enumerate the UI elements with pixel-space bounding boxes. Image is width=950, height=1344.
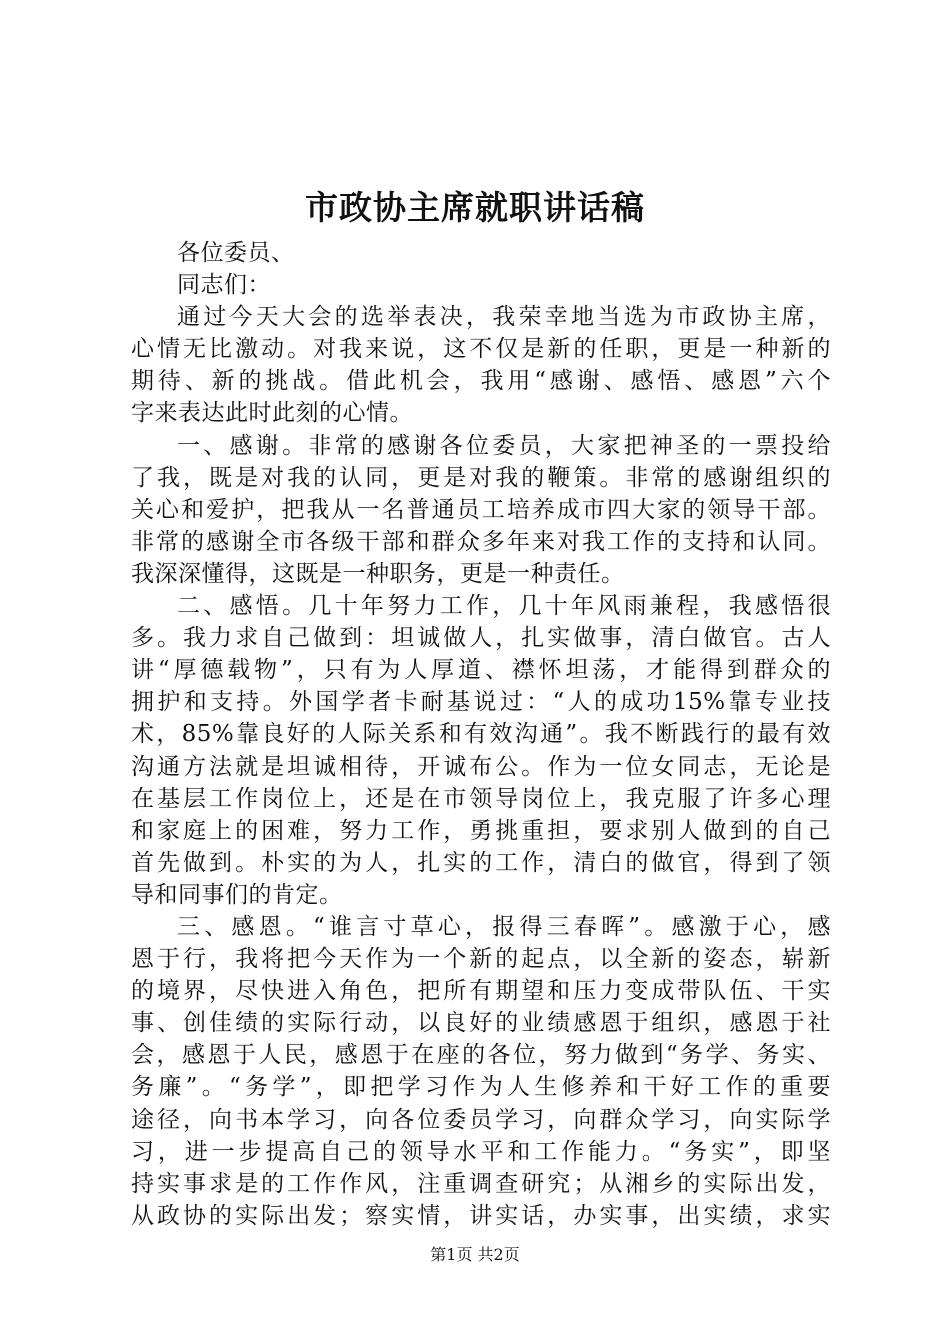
text-line: 讲“厚德载物”，只有为人厚道、襟怀坦荡，才能得到群众的 [131,657,831,684]
text-line: 二、感悟。几十年努力工作，几十年风雨兼程，我感悟很 [177,593,831,620]
text-line: 在基层工作岗位上，还是在市领导岗位上，我克服了许多心理 [131,785,831,812]
text-line: 的境界，尽快进入角色，把所有期望和压力变成带队伍、干实 [131,978,831,1005]
text-line: 拥护和支持。外国学者卡耐基说过：“人的成功15%靠专业技 [131,689,831,716]
document-body [131,237,831,1232]
text-line: 关心和爱护，把我从一名普通员工培养成市四大家的领导干部。 [131,496,831,523]
text-line: 一、感谢。非常的感谢各位委员，大家把神圣的一票投给 [177,432,831,459]
text-line: 沟通方法就是坦诚相待，开诚布公。作为一位女同志，无论是 [131,753,831,780]
text-line: 各位委员、 [177,240,295,266]
text-line: 首先做到。朴实的为人，扎实的工作，清白的做官，得到了领 [131,849,831,876]
text-line: 导和同事们的肯定。 [131,881,343,908]
text-line: 非常的感谢全市各级干部和群众多年来对我工作的支持和认同。 [131,528,831,555]
text-line: 了我，既是对我的认同，更是对我的鞭策。非常的感谢组织的 [131,464,831,491]
text-line: 心情无比激动。对我来说，这不仅是新的任职，更是一种新的 [131,336,831,363]
text-line: 途径，向书本学习，向各位委员学习，向群众学习，向实际学 [131,1106,831,1133]
text-line: 多。我力求自己做到：坦诚做人，扎实做事，清白做官。古人 [131,625,831,652]
page-footer: 第1页 共2页 [430,1245,520,1264]
text-line: 我深深懂得，这既是一种职务，更是一种责任。 [131,560,625,587]
text-line: 持实事求是的工作作风，注重调查研究；从湘乡的实际出发， [131,1170,831,1197]
text-line: 同志们： [177,272,271,299]
text-line: 习，进一步提高自己的领导水平和工作能力。“务实”，即坚 [131,1138,831,1165]
text-line: 期待、新的挑战。借此机会，我用“感谢、感悟、感恩”六个 [131,368,831,395]
text-line: 通过今天大会的选举表决，我荣幸地当选为市政协主席， [177,304,831,331]
text-line: 务廉”。“务学”，即把学习作为人生修养和干好工作的重要 [131,1074,831,1101]
text-line: 会，感恩于人民，感恩于在座的各位，努力做到“务学、务实、 [131,1042,831,1069]
document-title: 市政协主席就职讲话稿 [305,188,645,227]
text-line: 事、创佳绩的实际行动，以良好的业绩感恩于组织，感恩于社 [131,1010,831,1037]
text-line: 恩于行，我将把今天作为一个新的起点，以全新的姿态，崭新 [131,946,831,973]
text-line: 术，85%靠良好的人际关系和有效沟通”。我不断践行的最有效 [131,721,831,748]
text-line: 字来表达此时此刻的心情。 [131,400,413,427]
text-line: 从政协的实际出发；察实情，讲实话，办实事，出实绩，求实 [131,1202,831,1229]
text-line: 三、感恩。“谁言寸草心，报得三春晖”。感激于心，感 [177,913,831,940]
text-line: 和家庭上的困难，努力工作，勇挑重担，要求别人做到的自己 [131,817,831,844]
